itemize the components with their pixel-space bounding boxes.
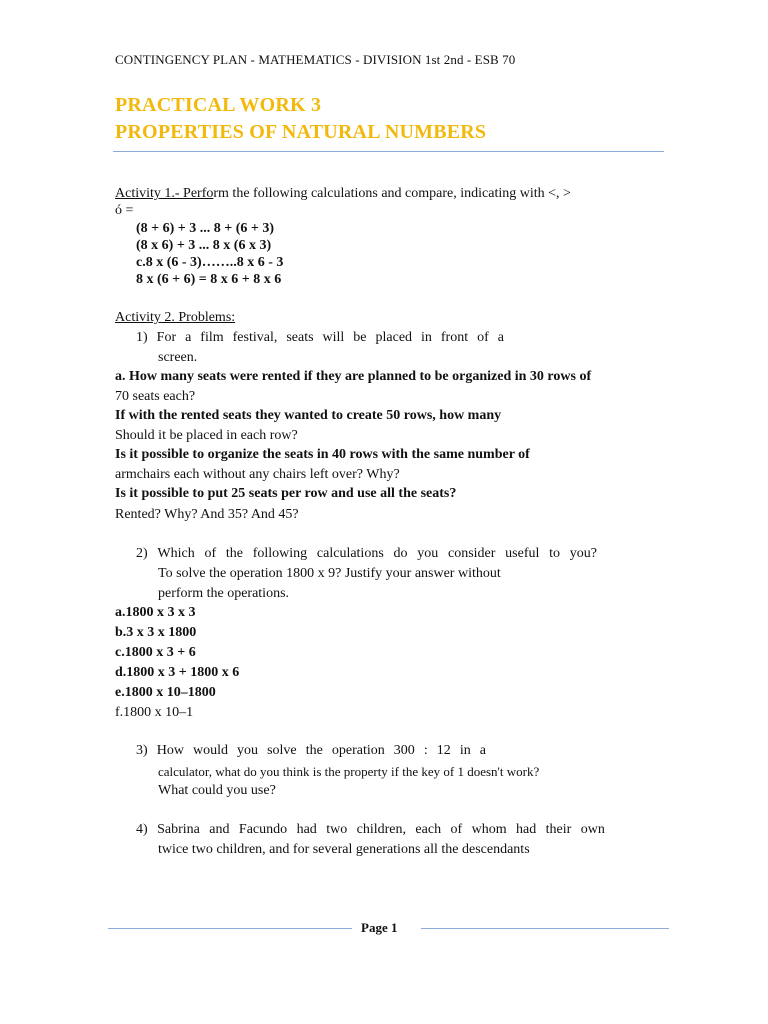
question-c: Is it possible to organize the seats in 40 rows with the same number of (115, 447, 530, 462)
activity-2-heading: Activity 2. Problems: (115, 310, 236, 325)
word: Facundo (238, 822, 288, 837)
word: of (477, 330, 489, 345)
word: to (549, 546, 560, 561)
word: of (204, 546, 217, 561)
word: : (423, 743, 428, 758)
word: useful (505, 546, 540, 561)
page-number: Page 1 (361, 920, 398, 935)
problem-4-line-1 (136, 822, 605, 838)
word: Sabrina (157, 822, 200, 837)
title-divider (113, 151, 664, 152)
word: 2) (136, 546, 148, 561)
word: calculations (316, 546, 384, 561)
word: had (296, 822, 317, 837)
activity-1-calc-1: (8 + 6) + 3 ... 8 + (6 + 3) (136, 221, 275, 236)
activity-1-calc-2: (8 x 6) + 3 ... 8 x (6 x 3) (136, 238, 272, 253)
word: 1) (136, 330, 148, 345)
word: whom (471, 822, 507, 837)
footer-rule-left (108, 928, 352, 929)
question-c-cont: armchairs each without any chairs left over? Why? (115, 467, 400, 482)
word: the (225, 546, 243, 561)
option-a: a.1800 x 3 x 3 (115, 605, 196, 620)
word: festival, (232, 330, 278, 345)
question-b: If with the rented seats they wanted to create 50 rows, how many (115, 408, 502, 423)
word: two (326, 822, 348, 837)
problem-3-line-2: calculator, what do you think is the property if the key of 1 doesn't work? (158, 764, 540, 779)
word: will (322, 330, 345, 345)
option-d: d.1800 x 3 + 1800 x 6 (115, 665, 240, 680)
option-f: f.1800 x 10–1 (115, 705, 194, 720)
word: children, (356, 822, 406, 837)
question-d: Is it possible to put 25 seats per row and use all the seats? (115, 486, 457, 501)
word: the (305, 743, 323, 758)
word: own (580, 822, 605, 837)
document-header: CONTINGENCY PLAN - MATHEMATICS - DIVISION 1st 2nd - ESB 70 (115, 52, 516, 67)
word: placed (375, 330, 413, 345)
word: had (516, 822, 537, 837)
word: 4) (136, 822, 148, 837)
word: film (200, 330, 224, 345)
word: be (353, 330, 367, 345)
problem-1-line-2: screen. (158, 350, 198, 365)
problem-4-line-2: twice two children, and for several generations all the descendants (158, 842, 530, 857)
word: solve (267, 743, 297, 758)
word: Which (157, 546, 195, 561)
word: in (421, 330, 432, 345)
problem-3-line-3: What could you use? (158, 783, 276, 798)
word: 3) (136, 743, 148, 758)
question-b-cont: Should it be placed in each row? (115, 428, 298, 443)
problem-1-line-1 (136, 330, 504, 346)
question-d-cont: Rented? Why? And 35? And 45? (115, 507, 299, 522)
word: following (252, 546, 308, 561)
title-line-2: PROPERTIES OF NATURAL NUMBERS (115, 121, 487, 143)
word: you (237, 743, 259, 758)
word: you? (569, 546, 597, 561)
activity-1-heading (115, 186, 571, 202)
word: you (417, 546, 439, 561)
word: their (545, 822, 572, 837)
word: For (156, 330, 177, 345)
problem-2-line-2: To solve the operation 1800 x 9? Justify your answer without (158, 566, 501, 581)
problem-2-line-1 (136, 546, 597, 562)
title-line-1: PRACTICAL WORK 3 (115, 94, 322, 116)
word: a (185, 330, 192, 345)
activity-1-calc-3: c.8 x (6 - 3)……..8 x 6 - 3 (136, 255, 284, 270)
problem-3-line-1 (136, 743, 486, 759)
word: a (479, 743, 486, 758)
word: in (459, 743, 471, 758)
option-e: e.1800 x 10–1800 (115, 685, 216, 700)
question-a-cont: 70 seats each? (115, 389, 196, 404)
activity-1-heading-underlined: Activity 1.- Perfo (115, 186, 214, 201)
footer-rule-right (421, 928, 669, 929)
question-a: a. How many seats were rented if they are planned to be organized in 30 rows of (115, 369, 592, 384)
activity-1-heading-rest: rm the following calculations and compare, indicating with <, > (213, 186, 571, 201)
word: front (440, 330, 469, 345)
word: each (415, 822, 442, 837)
activity-1-calc-4: 8 x (6 + 6) = 8 x 6 + 8 x 6 (136, 272, 282, 287)
word: seats (286, 330, 314, 345)
word: 300 (393, 743, 415, 758)
option-b: b.3 x 3 x 1800 (115, 625, 197, 640)
word: do (393, 546, 408, 561)
word: of (450, 822, 463, 837)
word: operation (331, 743, 385, 758)
word: and (209, 822, 230, 837)
problem-2-line-3: perform the operations. (158, 586, 290, 601)
word: would (193, 743, 228, 758)
word: a (497, 330, 504, 345)
option-c: c.1800 x 3 + 6 (115, 645, 196, 660)
activity-1-continuation: ó = (115, 203, 134, 218)
word: consider (447, 546, 496, 561)
word: How (156, 743, 184, 758)
word: 12 (436, 743, 451, 758)
